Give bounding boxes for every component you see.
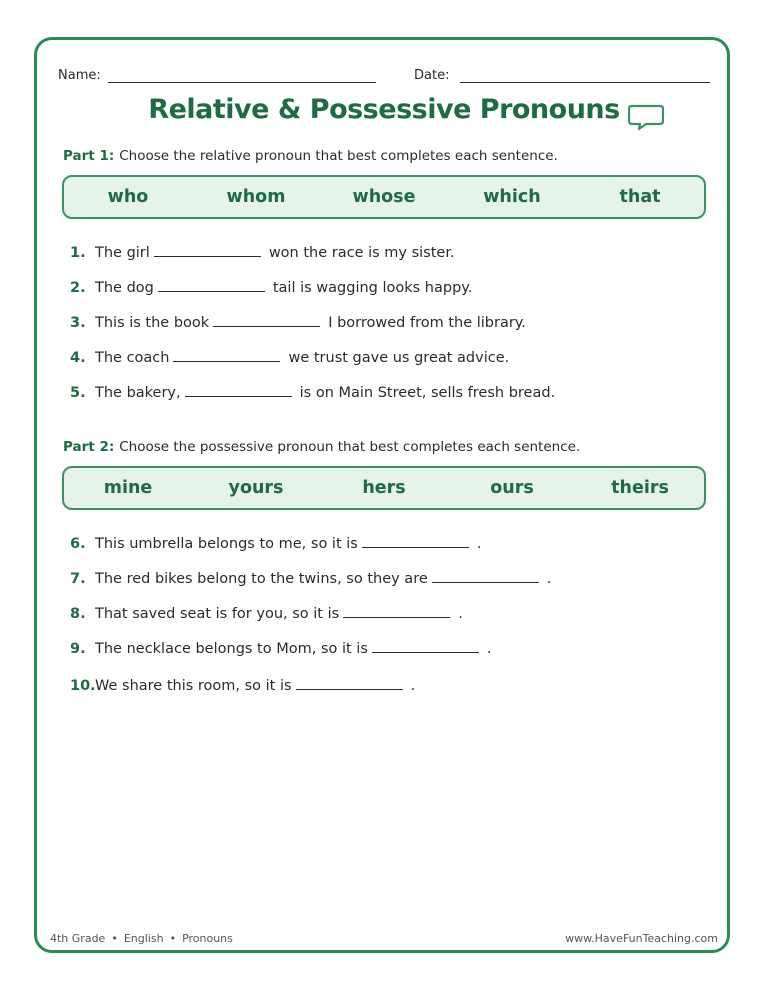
footer-topic: Pronouns — [182, 932, 233, 945]
answer-blank[interactable] — [185, 384, 292, 397]
word-bank-item: which — [483, 187, 541, 207]
part1-heading — [63, 148, 558, 164]
question-item — [70, 604, 463, 624]
question-text-before: The bakery, — [95, 385, 181, 401]
header-row — [58, 68, 710, 88]
question-text-before: The dog — [95, 280, 154, 296]
word-bank-relative — [62, 175, 706, 219]
question-number: 3. — [70, 315, 86, 331]
question-item — [70, 278, 472, 298]
question-text-after: . — [410, 678, 416, 694]
question-number: 7. — [70, 571, 86, 587]
question-text-after: . — [486, 641, 492, 657]
word-bank-possessive — [62, 466, 706, 510]
question-number: 6. — [70, 536, 86, 552]
answer-blank[interactable] — [154, 244, 261, 257]
word-bank-item: theirs — [611, 478, 669, 498]
part1-instruction: Choose the relative pronoun that best completes each sentence. — [119, 148, 558, 164]
question-item — [70, 569, 551, 589]
name-field[interactable] — [108, 82, 376, 83]
answer-blank[interactable] — [372, 640, 479, 653]
word-bank-item: whom — [226, 187, 286, 207]
footer-subject: English — [123, 932, 164, 945]
question-item — [70, 348, 509, 368]
footer-tags — [50, 932, 233, 945]
question-text-after: . — [476, 536, 482, 552]
bullet-icon: • — [169, 932, 177, 945]
question-number: 1. — [70, 245, 86, 261]
name-label: Name: — [58, 68, 101, 83]
question-number: 5. — [70, 385, 86, 401]
part1-label: Part 1: — [63, 148, 115, 164]
question-number: 9. — [70, 641, 86, 657]
question-text-before: The girl — [95, 245, 150, 261]
question-text-after: we trust gave us great advice. — [288, 350, 510, 366]
date-label: Date: — [414, 68, 450, 83]
word-bank-item: yours — [228, 478, 284, 498]
answer-blank[interactable] — [343, 605, 450, 618]
footer-website[interactable]: www.HaveFunTeaching.com — [565, 932, 718, 945]
question-text-before: We share this room, so it is — [95, 678, 292, 694]
word-bank-item: hers — [362, 478, 406, 498]
word-bank-item: that — [619, 187, 661, 207]
word-bank-item: who — [107, 187, 149, 207]
footer-grade: 4th Grade — [50, 932, 106, 945]
word-bank-item: mine — [103, 478, 153, 498]
question-item — [70, 639, 492, 659]
question-text-before: The necklace belongs to Mom, so it is — [95, 641, 368, 657]
part2-label: Part 2: — [63, 439, 115, 455]
part2-heading — [63, 439, 580, 455]
word-bank-item: ours — [490, 478, 534, 498]
question-text-after: won the race is my sister. — [268, 245, 455, 261]
question-text-before: This umbrella belongs to me, so it is — [95, 536, 358, 552]
question-item — [70, 243, 455, 263]
question-text-before: That saved seat is for you, so it is — [95, 606, 340, 622]
question-text-after: . — [458, 606, 463, 622]
part2-instruction: Choose the possessive pronoun that best completes each sentence. — [119, 439, 581, 455]
answer-blank[interactable] — [362, 535, 469, 548]
answer-blank[interactable] — [158, 279, 265, 292]
word-bank-item: whose — [352, 187, 416, 207]
speech-bubble-icon — [628, 104, 664, 130]
question-number: 8. — [70, 606, 86, 622]
answer-blank[interactable] — [213, 314, 320, 327]
question-item — [70, 313, 526, 333]
bullet-icon: • — [111, 932, 118, 945]
question-text-after: . — [546, 571, 552, 587]
question-item — [70, 676, 415, 696]
answer-blank[interactable] — [432, 570, 539, 583]
question-text-before: This is the book — [95, 315, 210, 331]
question-text-before: The red bikes belong to the twins, so they are — [95, 571, 428, 587]
page-title: Relative & Possessive Pronouns — [148, 94, 620, 125]
question-text-after: tail is wagging looks happy. — [272, 280, 473, 296]
question-text-before: The coach — [95, 350, 170, 366]
answer-blank[interactable] — [173, 349, 280, 362]
question-number: 10. — [70, 678, 96, 694]
question-item — [70, 534, 481, 554]
question-item — [70, 383, 555, 403]
question-number: 2. — [70, 280, 86, 296]
answer-blank[interactable] — [296, 677, 403, 690]
question-text-after: is on Main Street, sells fresh bread. — [299, 385, 556, 401]
date-field[interactable] — [460, 82, 710, 83]
question-number: 4. — [70, 350, 86, 366]
question-text-after: I borrowed from the library. — [328, 315, 526, 331]
